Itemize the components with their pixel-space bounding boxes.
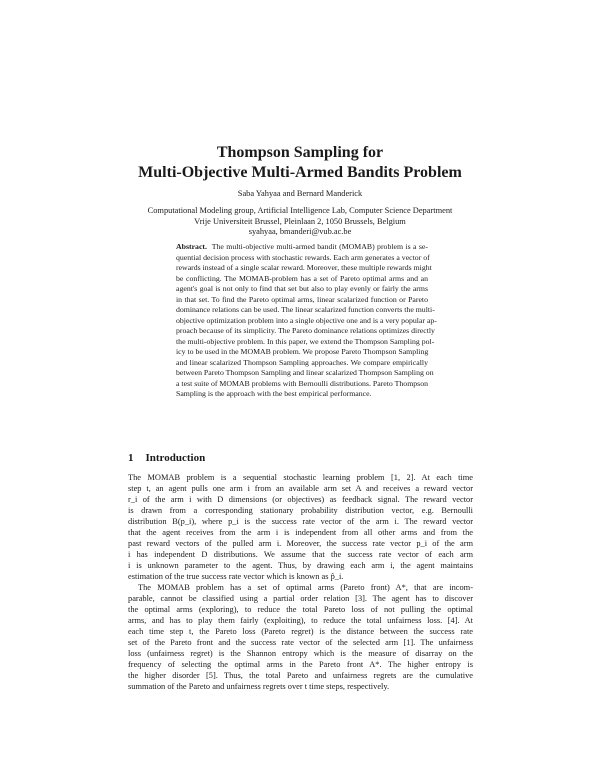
abstract-line: objective optimization problem into a single objective one and is a very popular ap- <box>176 315 437 325</box>
body-line: arms, and has to play them fairly (exploiting), to reduce the total unfairness loss. [4]. At <box>128 616 473 625</box>
body-line: the optimal arms (exploring), to reduce the total Pareto loss of not pulling the optimal <box>128 605 473 614</box>
abstract-line: be conflicting. The MOMAB-problem has a set of Pareto optimal arms and an <box>176 273 428 283</box>
section-number: 1 <box>128 452 134 464</box>
body-line: step t, an agent pulls one arm i from an available arm set A and receives a reward vector <box>128 484 473 493</box>
body-line: r_i of the arm i with D dimensions (or objectives) as feedback signal. The reward vector <box>128 495 473 504</box>
abstract-line: dominance relations can be used. The linear scalarized function converts the multi- <box>176 305 435 314</box>
introduction-body <box>128 472 473 692</box>
body-line: the higher disorder [5]. Thus, the total Pareto and unfairness regrets are the cumulative <box>128 671 473 680</box>
body-line: frequency of selecting the optimal arms in the Pareto front A*. The higher entropy is <box>128 660 473 669</box>
section-heading-introduction <box>128 451 205 465</box>
body-line: estimation of the true success rate vector which is known as p̂_i. <box>128 572 344 581</box>
abstract-line: Sampling is the approach with the best empirical performance. <box>176 389 372 398</box>
abstract-line: the multi-objective problem. In this paper, we extend the Thompson Sampling pol- <box>176 336 435 346</box>
body-line: past reward vectors of the pulled arm i. Moreover, the success rate vector p_i of the arm <box>128 539 473 548</box>
abstract-line: and linear scalarized Thompson Sampling approaches. We compare empirically <box>176 357 428 367</box>
abstract-line: proach because of its simplicity. The Pareto dominance relations optimizes directly <box>176 326 435 335</box>
body-line: that the agent receives from the arm i is independent from all other arms and from the <box>128 528 473 537</box>
body-line: i is unknown parameter to the agent. Thus, by drawing each arm i, the agent maintains <box>128 561 473 570</box>
body-line: i has independent D distributions. We assume that the success rate vector of each arm <box>128 550 473 559</box>
body-line: The MOMAB problem is a sequential stochastic learning problem [1, 2]. At each time <box>128 473 473 482</box>
abstract <box>176 242 437 400</box>
abstract-label: Abstract. <box>176 242 207 251</box>
body-line: set of the Pareto front and the success rate vector of the selected arm [1]. The unfairness <box>128 638 473 647</box>
paper-authors: Saba Yahyaa and Bernard Manderick <box>237 189 363 198</box>
affiliation-line-2: Vrije Universiteit Brussel, Pleinlaan 2, 1050 Brussels, Belgium <box>194 217 406 226</box>
abstract-line: between Pareto Thompson Sampling and linear scalarized Thompson Sampling on <box>176 368 434 377</box>
abstract-line <box>176 242 428 253</box>
body-line: The MOMAB problem has a set of optimal arms (Pareto front) A*, that are incom- <box>138 583 473 592</box>
abstract-line: icy to be used in the MOMAB problem. We propose Pareto Thompson Sampling <box>176 347 429 356</box>
abstract-line: quential decision process with stochastic rewards. Each arm generates a vector of <box>176 252 430 262</box>
abstract-line-text: The multi-objective multi-armed bandit (MOMAB) problem is a se- <box>211 242 428 251</box>
abstract-line: rewards instead of a single scalar reward. Moreover, these multiple rewards might <box>176 263 432 272</box>
affiliation-email: syahyaa, bmanderi@vub.ac.be <box>248 227 352 236</box>
paper-title-line-2: Multi-Objective Multi-Armed Bandits Problem <box>138 164 462 181</box>
body-line: summation of the Pareto and unfairness regrets over t time steps, respectively. <box>128 682 390 691</box>
body-line: each time step t, the Pareto loss (Pareto regret) is the distance between the success rate <box>128 627 473 636</box>
abstract-line: in that set. To find the Pareto optimal arms, linear scalarized function or Pareto <box>176 294 428 304</box>
body-line: is drawn from a corresponding stationary probability distribution vector, e.g. Bernoulli <box>128 506 473 515</box>
affiliation-line-1: Computational Modeling group, Artificial Intelligence Lab, Computer Science Department <box>147 206 453 215</box>
body-line: parable, cannot be classified using a partial order relation [3]. The agent has to discover <box>128 594 473 603</box>
body-line: loss (unfairness regret) is the Shannon entropy which is the measure of disarray on the <box>128 649 473 658</box>
section-title: Introduction <box>145 452 206 464</box>
body-line: distribution B(p_i), where p_i is the success rate vector of the arm i. The reward vector <box>128 517 473 526</box>
paper-title-line-1: Thompson Sampling for <box>216 144 384 161</box>
abstract-line: agent's goal is not only to find that set but also to play evenly or fairly the arms <box>176 284 428 293</box>
abstract-line: a test suite of MOMAB problems with Bernoulli distributions. Pareto Thompson <box>176 378 428 388</box>
